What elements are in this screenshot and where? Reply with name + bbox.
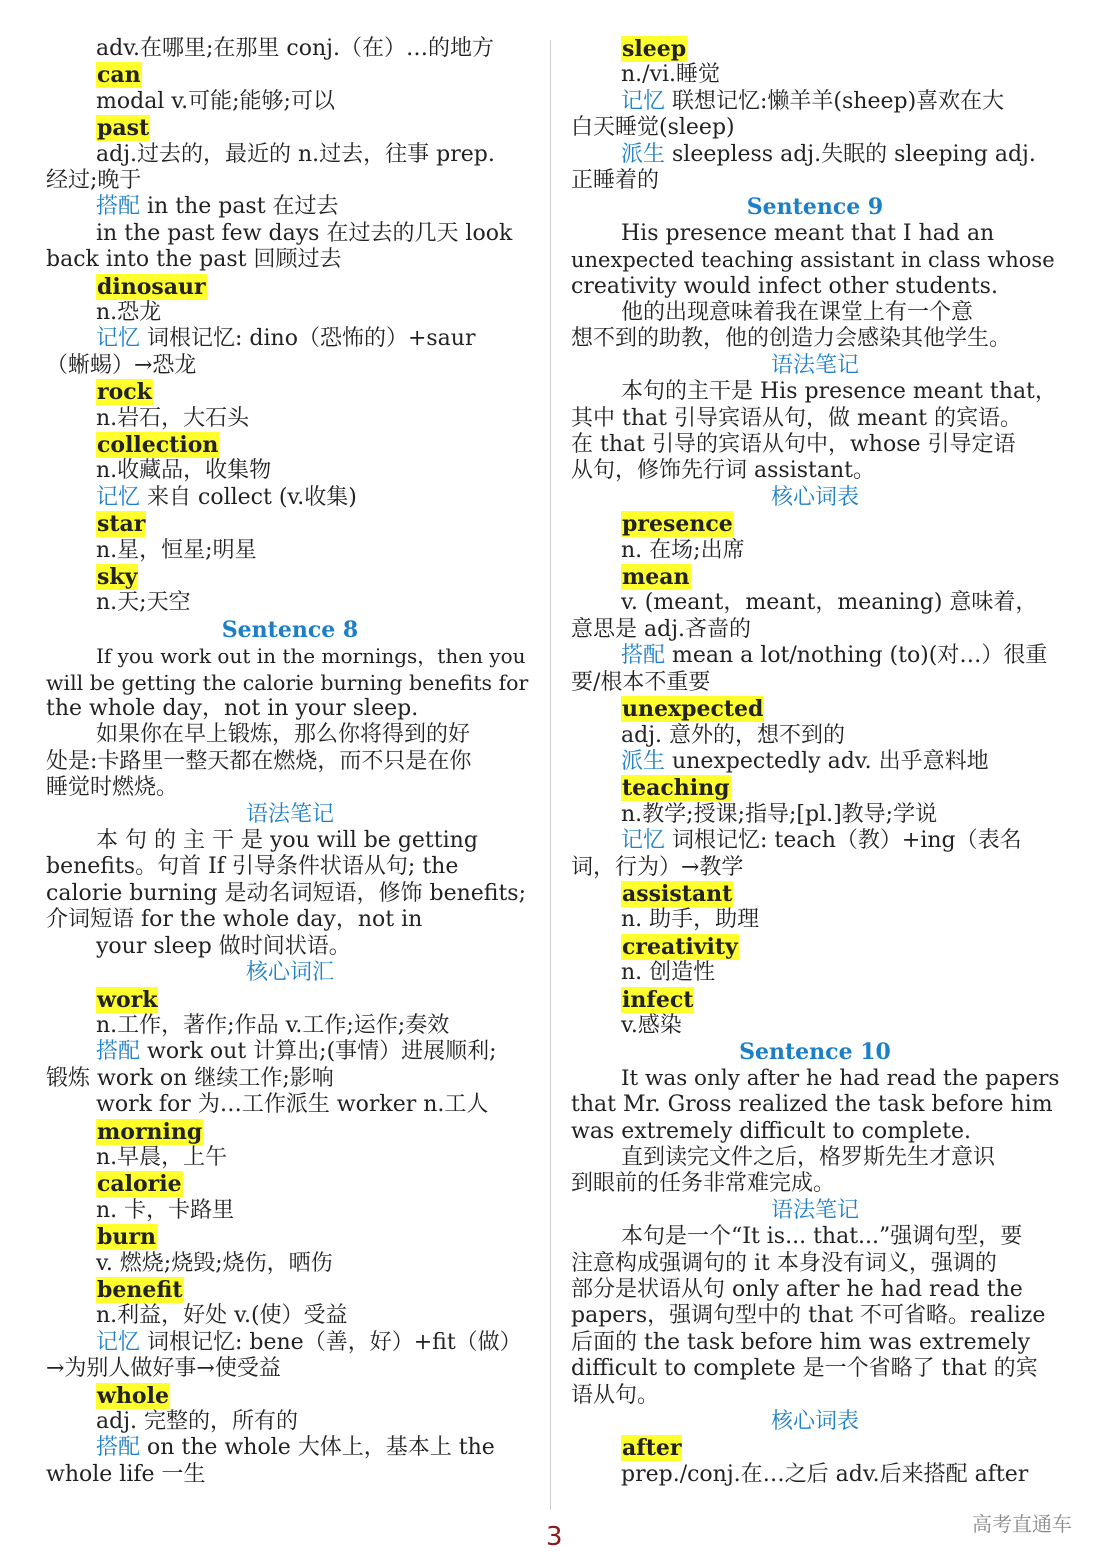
note-text: in the past 在过去 [140, 194, 339, 220]
text-line: 本 句 的 主 干 是 you will be getting [96, 828, 478, 854]
vocab-word: past [97, 115, 150, 142]
note-text: unexpectedly adv. 出乎意料地 [665, 748, 989, 774]
note-tag: 搭配 [96, 194, 141, 220]
vocab-word: work [97, 986, 158, 1013]
vocab-word: sleep [622, 36, 687, 62]
vocab-entry [46, 511, 534, 537]
text-line: n.天;天空 [96, 590, 191, 616]
sentence-heading: Sentence 10 [739, 1039, 891, 1066]
text-line: 从句，修饰先行词 assistant。 [571, 458, 875, 484]
text-line: 他的出现意味着我在课堂上有一个意 [621, 300, 974, 326]
vocab-word: presence [622, 511, 733, 538]
vocab-word: collection [97, 432, 219, 459]
text-line: 睡觉时燃烧。 [46, 775, 179, 801]
vocab-entry [46, 1224, 534, 1250]
vocab-entry [571, 934, 1059, 960]
tagged-note [571, 89, 1059, 115]
text-line: 经过;晚于 [46, 168, 142, 193]
note-text: 联想记忆:懒羊羊(sheep)喜欢在大 [665, 88, 1005, 114]
text-line: 正睡着的 [571, 168, 660, 194]
sentence-heading: Sentence 8 [221, 616, 359, 643]
text-line: modal v.可能;能够;可以 [96, 88, 335, 114]
vocab-entry [46, 987, 534, 1013]
tagged-note [571, 828, 1059, 854]
note-tag: 记忆 [96, 1329, 141, 1355]
vocab-word: whole [97, 1382, 169, 1409]
note-tag: 搭配 [96, 1039, 141, 1065]
note-tag: 派生 [621, 748, 666, 774]
right-column [571, 36, 1059, 1488]
text-line: creativity would infect other students. [571, 273, 998, 299]
text-line: 注意构成强调句的 it 本身没有词义，强调的 [571, 1250, 997, 1276]
vocab-entry [46, 1383, 534, 1409]
vocab-word: infect [622, 986, 694, 1013]
vocab-word: sky [97, 564, 138, 591]
vocab-entry [571, 564, 1059, 590]
vocab-word: benefit [97, 1276, 183, 1303]
tagged-note [46, 326, 534, 352]
vocab-word: morning [97, 1118, 203, 1145]
vocab-word: unexpected [622, 696, 764, 723]
sentence-heading: Sentence 9 [746, 194, 884, 221]
tagged-note [571, 643, 1059, 669]
vocab-word: assistant [622, 880, 733, 907]
text-line: n.早晨，上午 [96, 1144, 228, 1170]
text-line: adj. 意外的，想不到的 [621, 722, 846, 748]
text-line: n.利益，好处 v.(使）受益 [96, 1303, 348, 1329]
vocab-entry [571, 881, 1059, 907]
text-line: 语从句。 [571, 1382, 660, 1408]
vocab-word: teaching [622, 775, 730, 802]
note-text: 来自 collect (v.收集) [140, 484, 357, 510]
text-line: n. 助手，助理 [621, 907, 760, 933]
text-line: 白天睡觉(sleep) [571, 115, 735, 141]
vocab-entry [46, 62, 534, 88]
text-line: n.收藏品，收集物 [96, 458, 272, 484]
note-text: mean a lot/nothing (to)(对…）很重 [665, 643, 1048, 669]
vocab-entry [571, 696, 1059, 722]
text-line: 直到读完文件之后，格罗斯先生才意识 [621, 1144, 996, 1170]
text-line: 部分是状语从句 only after he had read the [571, 1276, 1023, 1302]
text-line: will be getting the calorie burning benefits for [46, 670, 529, 695]
vocab-entry [46, 564, 534, 590]
vocab-entry [46, 1277, 534, 1303]
tagged-note [46, 194, 534, 220]
text-line: 意思是 adj.吝啬的 [571, 616, 752, 642]
text-line: →为别人做好事→使受益 [46, 1356, 281, 1382]
text-line: work for 为…工作派生 worker n.工人 [96, 1092, 489, 1118]
vocab-entry [46, 1119, 534, 1145]
vocab-word: star [97, 511, 146, 538]
tagged-note [46, 1435, 534, 1461]
text-line: His presence meant that I had an [621, 220, 995, 246]
tagged-note [46, 1330, 534, 1356]
text-line: 在 that 引导的宾语从句中，whose 引导定语 [571, 432, 1016, 458]
text-line: 词，行为）→教学 [571, 854, 744, 880]
text-line: 后面的 the task before him was extremely [571, 1329, 1031, 1355]
vocab-word: rock [97, 379, 152, 406]
page-number: 3 [546, 1522, 563, 1552]
vocab-entry [46, 274, 534, 300]
section-heading: 核心词表 [770, 1409, 859, 1434]
text-line: 锻炼 work on 继续工作;影响 [46, 1065, 334, 1091]
column-divider [550, 40, 551, 1510]
text-line: calorie burning 是动名词短语，修饰 benefits; [46, 880, 527, 906]
vocab-entry [571, 1435, 1059, 1461]
text-line: was extremely difficult to complete. [571, 1118, 972, 1144]
vocab-word: mean [622, 564, 690, 591]
text-line: n.恐龙 [96, 300, 162, 326]
text-line: prep./conj.在…之后 adv.后来搭配 after [621, 1461, 1029, 1487]
text-line: n.教学;授课;指导;[pl.]教导;学说 [621, 801, 938, 827]
text-line: adj. 完整的，所有的 [96, 1408, 299, 1434]
vocab-entry [46, 379, 534, 405]
section-heading: 语法笔记 [245, 801, 334, 827]
text-line: whole life 一生 [46, 1461, 206, 1487]
text-line: n. 在场;出席 [621, 537, 745, 563]
text-line: adv.在哪里;在那里 conj.（在）…的地方 [96, 36, 494, 61]
text-line: n.岩石，大石头 [96, 405, 250, 431]
note-text: 词根记忆: bene（善，好）+fit（做） [140, 1329, 522, 1355]
text-line: n. 卡，卡路里 [96, 1197, 235, 1223]
vocab-entry [571, 511, 1059, 537]
section-heading: 语法笔记 [770, 1197, 859, 1223]
text-line: benefits。句首 If 引导条件状语从句; the [46, 854, 459, 880]
section-heading: 语法笔记 [770, 352, 859, 378]
vocab-word: after [622, 1435, 682, 1462]
text-line: v.感染 [621, 1012, 682, 1038]
vocab-entry [46, 115, 534, 141]
text-line: the whole day，not in your sleep. [46, 696, 419, 722]
text-line: your sleep 做时间状语。 [96, 933, 351, 959]
note-tag: 记忆 [621, 828, 666, 854]
note-text: 词根记忆: teach（教）+ing（表名 [665, 828, 1022, 854]
text-line: 处是:卡路里一整天都在燃烧，而不只是在你 [46, 748, 472, 774]
text-line: 如果你在早上锻炼，那么你将得到的好 [96, 722, 471, 748]
note-tag: 记忆 [621, 88, 666, 114]
vocab-word: dinosaur [97, 273, 206, 300]
text-line: back into the past 回顾过去 [46, 247, 342, 273]
vocab-entry [571, 36, 1059, 62]
section-heading: 核心词表 [770, 484, 859, 510]
text-line: （蜥蜴）→恐龙 [46, 352, 197, 378]
text-line: that Mr. Gross realized the task before him [571, 1092, 1053, 1118]
vocab-word: calorie [97, 1171, 182, 1198]
note-text: 词根记忆: dino（恐怖的）+saur [140, 326, 476, 352]
tagged-note [46, 485, 534, 511]
text-line: 本句是一个“It is... that...”强调句型，要 [621, 1224, 1023, 1250]
text-line: 到眼前的任务非常难完成。 [571, 1171, 836, 1197]
note-tag: 记忆 [96, 326, 141, 352]
text-line: v. 燃烧;烧毁;烧伤，晒伤 [96, 1250, 333, 1276]
tagged-note [46, 1039, 534, 1065]
vocab-word: can [97, 62, 141, 89]
left-column [46, 36, 534, 1488]
text-line: If you work out in the mornings，then you [96, 644, 526, 669]
tagged-note [571, 749, 1059, 775]
tagged-note [571, 142, 1059, 168]
text-line: 本句的主干是 His presence meant that， [621, 379, 1057, 405]
section-heading: 核心词汇 [245, 960, 334, 986]
vocab-entry [571, 775, 1059, 801]
text-line: papers，强调句型中的 that 不可省略。realize [571, 1303, 1046, 1329]
watermark: 高考直通车 [972, 1512, 1072, 1536]
note-text: sleepless adj.失眠的 sleeping adj. [665, 141, 1036, 167]
text-line: 其中 that 引导宾语从句，做 meant 的宾语。 [571, 405, 1022, 431]
vocab-word: burn [97, 1224, 156, 1251]
text-line: n. 创造性 [621, 960, 716, 986]
text-line: 想不到的助教，他的创造力会感染其他学生。 [571, 326, 1012, 352]
text-line: 介词短语 for the whole day，not in [46, 907, 423, 933]
text-line: in the past few days 在过去的几天 look [96, 220, 513, 246]
note-text: work out 计算出;(事情）进展顺利; [140, 1039, 497, 1065]
text-line: n.星，恒星;明星 [96, 537, 257, 563]
text-line: n./vi.睡觉 [621, 62, 721, 88]
text-line: v. (meant，meant，meaning) 意味着， [621, 590, 1038, 616]
note-tag: 搭配 [621, 643, 666, 669]
text-line: adj.过去的，最近的 n.过去，往事 prep. [96, 141, 495, 167]
vocab-entry [46, 432, 534, 458]
vocab-entry [46, 1171, 534, 1197]
vocab-entry [571, 987, 1059, 1013]
text-line: unexpected teaching assistant in class whose [571, 248, 1055, 273]
text-line: It was only after he had read the papers [621, 1065, 1060, 1091]
text-line: difficult to complete 是一个省略了 that 的宾 [571, 1356, 1038, 1382]
note-tag: 搭配 [96, 1435, 141, 1461]
text-line: 要/根本不重要 [571, 669, 711, 695]
note-text: on the whole 大体上，基本上 the [140, 1435, 495, 1461]
note-tag: 记忆 [96, 484, 141, 510]
note-tag: 派生 [621, 141, 666, 167]
text-line: n.工作，著作;作品 v.工作;运作;奏效 [96, 1012, 450, 1038]
vocab-word: creativity [622, 933, 738, 960]
